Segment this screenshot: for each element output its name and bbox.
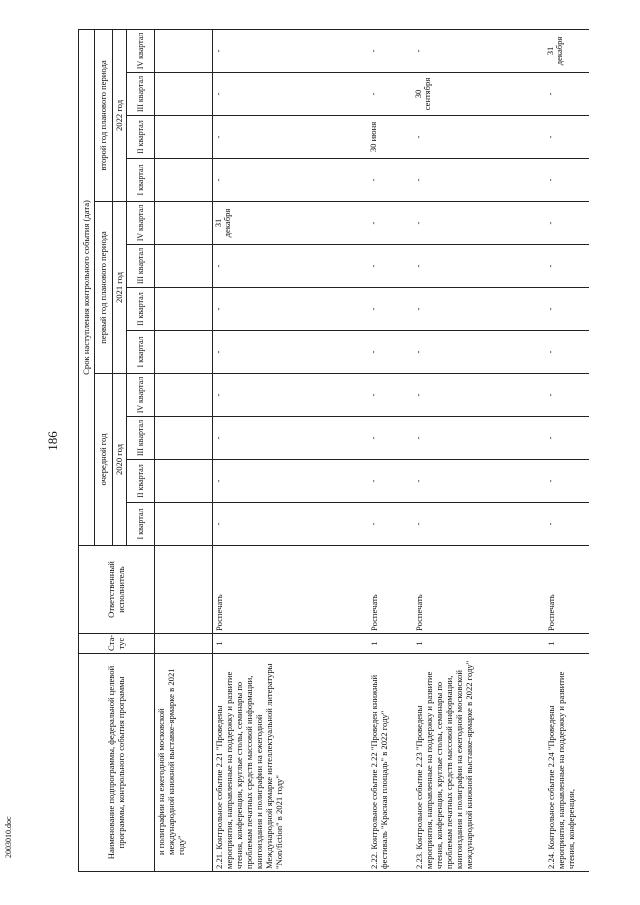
- quarter-deadline-cell: [213, 73, 368, 116]
- quarter-deadline-cell: [545, 288, 589, 331]
- deadline-date: 30 июня: [367, 121, 378, 153]
- header-quarter-cell: II квартал: [127, 116, 155, 159]
- quarter-deadline-cell: [368, 417, 413, 460]
- event-description: Контрольное событие 2.21 "Проведены мероприятия, направленные на поддержку и развитие чтения, конференции, круглые столы, семинары по проблемам печатных средств массовой информации, книгоиздания и полиграфии на ежегодной Международной ярмарке интеллектуальной литературы "Non/fiction" в 2021 году": [214, 663, 285, 869]
- empty-deadline-dash: -: [412, 178, 423, 182]
- header-period-3-year: 2022 год: [113, 29, 127, 201]
- quarter-deadline-cell: [155, 29, 213, 72]
- quarter-deadline-cell: [155, 288, 213, 331]
- header-period-2-title: первый год планового периода: [95, 202, 113, 374]
- empty-deadline-dash: -: [367, 393, 378, 397]
- event-number: 2.21.: [214, 851, 224, 869]
- empty-deadline-dash: -: [412, 264, 423, 268]
- status-cell: 1: [213, 634, 368, 654]
- event-name-cell: [413, 654, 545, 872]
- table-row: [545, 29, 589, 871]
- quarter-deadline-cell: [213, 503, 368, 546]
- quarter-deadline-cell: [213, 245, 368, 288]
- quarter-deadline-cell: [368, 288, 413, 331]
- event-description: Контрольное событие 2.23 "Проведены мероприятия, направленные на поддержку и развитие чтения, конференции, круглые столы, семинары по проблемам печатных средств массовой информации, книгоиздания и полиграфии на ежегодной московской международной книжной выставке-ярмарке в 2022 году": [413, 660, 474, 869]
- empty-deadline-dash: -: [213, 522, 223, 526]
- control-events-table: [78, 29, 589, 872]
- header-status: Ста-тус: [79, 634, 155, 654]
- empty-deadline-dash: -: [213, 393, 223, 397]
- empty-deadline-dash: -: [213, 350, 223, 354]
- header-quarter-cell: I квартал: [127, 159, 155, 202]
- quarter-deadline-cell: [155, 374, 213, 417]
- header-quarter-cell: III квартал: [127, 245, 155, 288]
- event-description: и полиграфии на ежегодной московской международной книжной выставке-ярмарке в 2021 году": [156, 668, 187, 855]
- executor-cell: Роспечать: [368, 546, 413, 634]
- empty-deadline-dash: -: [367, 350, 378, 354]
- quarter-deadline-cell: [413, 417, 545, 460]
- empty-deadline-dash: -: [544, 436, 555, 440]
- event-description: Контрольное событие 2.22 "Проведен книжный фестиваль "Красная площадь" в 2022 году": [368, 674, 389, 869]
- empty-deadline-dash: -: [367, 264, 378, 268]
- quarter-deadline-cell: [155, 503, 213, 546]
- empty-deadline-dash: -: [412, 49, 423, 53]
- empty-deadline-dash: -: [213, 135, 223, 139]
- empty-deadline-dash: -: [213, 436, 223, 440]
- header-quarter-cell: I квартал: [127, 503, 155, 546]
- header-period-3-title: второй год планового периода: [95, 29, 113, 201]
- empty-deadline-dash: -: [367, 522, 378, 526]
- table-row: [413, 29, 545, 871]
- quarter-deadline-cell: [213, 417, 368, 460]
- empty-deadline-dash: -: [367, 479, 378, 483]
- empty-deadline-dash: -: [412, 522, 423, 526]
- quarter-deadline-cell: [213, 29, 368, 72]
- status-cell: 1: [413, 634, 545, 654]
- header-quarter-cell: II квартал: [127, 460, 155, 503]
- status-cell: 1: [545, 634, 589, 654]
- quarter-deadline-cell: [545, 245, 589, 288]
- quarter-deadline-cell: [413, 159, 545, 202]
- event-name-cell: [368, 654, 413, 872]
- quarter-deadline-cell: [368, 202, 413, 245]
- quarter-deadline-cell: [368, 374, 413, 417]
- executor-cell: Роспечать: [413, 546, 545, 634]
- quarter-deadline-cell: [545, 331, 589, 374]
- quarter-deadline-cell: [368, 460, 413, 503]
- header-quarter-cell: III квартал: [127, 417, 155, 460]
- empty-deadline-dash: -: [213, 479, 223, 483]
- empty-deadline-dash: -: [367, 49, 378, 53]
- quarter-deadline-cell: [155, 331, 213, 374]
- header-executor: Ответственный исполнитель: [79, 546, 155, 634]
- empty-deadline-dash: -: [412, 221, 423, 225]
- quarter-deadline-cell: [213, 460, 368, 503]
- empty-deadline-dash: -: [213, 92, 223, 96]
- quarter-deadline-cell: [413, 331, 545, 374]
- empty-deadline-dash: -: [544, 307, 555, 311]
- header-deadline-group: Срок наступления контрольного события (дата): [79, 29, 95, 545]
- empty-deadline-dash: -: [213, 49, 223, 53]
- empty-deadline-dash: -: [544, 393, 555, 397]
- header-period-1-year: 2020 год: [113, 374, 127, 546]
- executor-cell: Роспечать: [213, 546, 368, 634]
- rotated-page: [78, 30, 576, 872]
- deadline-date: 30 сентября: [412, 77, 432, 111]
- empty-deadline-dash: -: [412, 350, 423, 354]
- event-number: 2.22.: [368, 851, 379, 869]
- quarter-deadline-cell: [545, 202, 589, 245]
- empty-deadline-dash: -: [213, 264, 223, 268]
- quarter-deadline-cell: [413, 374, 545, 417]
- quarter-deadline-cell: [545, 159, 589, 202]
- quarter-deadline-cell: [213, 288, 368, 331]
- executor-cell: Роспечать: [545, 546, 589, 634]
- quarter-deadline-cell: [155, 460, 213, 503]
- header-quarter-cell: III квартал: [127, 73, 155, 116]
- empty-deadline-dash: -: [412, 479, 423, 483]
- quarter-deadline-cell: [413, 116, 545, 159]
- empty-deadline-dash: -: [544, 178, 555, 182]
- quarter-deadline-cell: [413, 245, 545, 288]
- quarter-deadline-cell: [413, 460, 545, 503]
- empty-deadline-dash: -: [367, 307, 378, 311]
- header-name: Наименование подпрограммы, федеральной целевой программы, контрольного события программы: [79, 654, 155, 872]
- table-header: [79, 29, 155, 871]
- quarter-deadline-cell: [368, 116, 413, 159]
- quarter-deadline-cell: [213, 116, 368, 159]
- quarter-deadline-cell: [213, 159, 368, 202]
- quarter-deadline-cell: [545, 116, 589, 159]
- quarter-deadline-cell: [368, 331, 413, 374]
- empty-deadline-dash: -: [412, 135, 423, 139]
- quarter-deadline-cell: [155, 159, 213, 202]
- header-quarter-cell: IV квартал: [127, 202, 155, 245]
- status-cell: [155, 634, 213, 654]
- quarter-deadline-cell: [545, 29, 589, 72]
- table-row: [368, 29, 413, 871]
- quarter-deadline-cell: [368, 29, 413, 72]
- quarter-deadline-cell: [368, 73, 413, 116]
- empty-deadline-dash: -: [412, 307, 423, 311]
- event-name-cell: [545, 654, 589, 872]
- executor-cell: [155, 546, 213, 634]
- quarter-deadline-cell: [368, 503, 413, 546]
- quarter-deadline-cell: [155, 73, 213, 116]
- quarter-deadline-cell: [545, 73, 589, 116]
- deadline-date: 31 декабря: [544, 36, 564, 66]
- quarter-deadline-cell: [213, 374, 368, 417]
- empty-deadline-dash: -: [213, 178, 223, 182]
- quarter-deadline-cell: [545, 374, 589, 417]
- event-description: Контрольное событие 2.24 "Проведены мероприятия, направленные на поддержку и развитие чтения, конференции,: [545, 671, 576, 869]
- empty-deadline-dash: -: [544, 92, 555, 96]
- quarter-deadline-cell: [368, 159, 413, 202]
- page-number: 186: [45, 431, 60, 451]
- quarter-deadline-cell: [413, 503, 545, 546]
- empty-deadline-dash: -: [544, 350, 555, 354]
- header-quarter-cell: IV квартал: [127, 374, 155, 417]
- quarter-deadline-cell: [545, 503, 589, 546]
- event-name-cell: [213, 654, 368, 872]
- empty-deadline-dash: -: [544, 522, 555, 526]
- empty-deadline-dash: -: [544, 135, 555, 139]
- header-period-2-year: 2021 год: [113, 202, 127, 374]
- empty-deadline-dash: -: [367, 92, 378, 96]
- empty-deadline-dash: -: [367, 221, 378, 225]
- quarter-deadline-cell: [213, 202, 368, 245]
- deadline-date: 31 декабря: [213, 208, 233, 238]
- quarter-deadline-cell: [413, 288, 545, 331]
- header-period-1-title: очередной год: [95, 374, 113, 546]
- quarter-deadline-cell: [213, 331, 368, 374]
- quarter-deadline-cell: [545, 460, 589, 503]
- quarter-deadline-cell: [413, 202, 545, 245]
- event-number: 2.24.: [545, 851, 556, 869]
- header-quarter-cell: I квартал: [127, 331, 155, 374]
- status-cell: 1: [368, 634, 413, 654]
- quarter-deadline-cell: [413, 29, 545, 72]
- empty-deadline-dash: -: [213, 307, 223, 311]
- quarter-deadline-cell: [155, 116, 213, 159]
- quarter-deadline-cell: [155, 245, 213, 288]
- event-name-cell: [155, 654, 213, 872]
- empty-deadline-dash: -: [367, 436, 378, 440]
- empty-deadline-dash: -: [412, 393, 423, 397]
- header-quarter-cell: II квартал: [127, 288, 155, 331]
- empty-deadline-dash: -: [412, 436, 423, 440]
- quarter-deadline-cell: [155, 202, 213, 245]
- table-row: [213, 29, 368, 871]
- empty-deadline-dash: -: [544, 221, 555, 225]
- empty-deadline-dash: -: [367, 178, 378, 182]
- quarter-deadline-cell: [545, 417, 589, 460]
- quarter-deadline-cell: [368, 245, 413, 288]
- footer-document-code: 2003010.doc: [4, 816, 13, 858]
- event-number: 2.23.: [413, 851, 424, 869]
- quarter-deadline-cell: [155, 417, 213, 460]
- table-row: [155, 29, 213, 871]
- quarter-deadline-cell: [413, 73, 545, 116]
- empty-deadline-dash: -: [544, 479, 555, 483]
- header-quarter-cell: IV квартал: [127, 29, 155, 72]
- empty-deadline-dash: -: [544, 264, 555, 268]
- table-body: [155, 29, 589, 871]
